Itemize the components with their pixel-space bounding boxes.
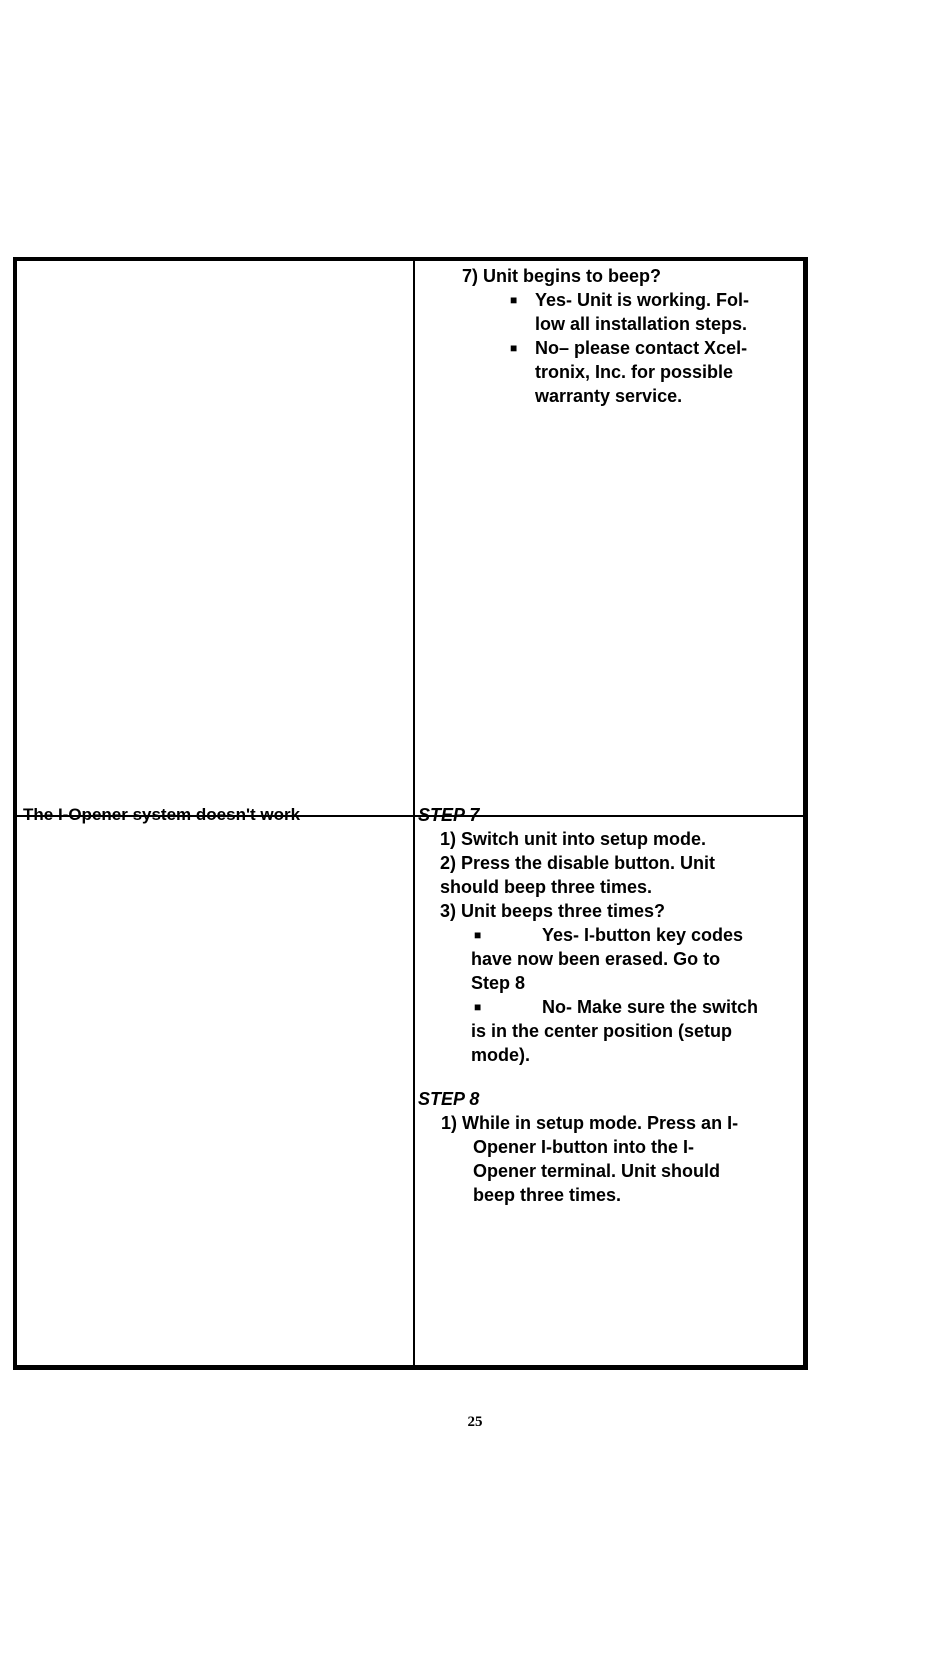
no-line-1: No– please contact Xcel- <box>535 338 748 358</box>
s7-no-line-3: mode). <box>471 1045 531 1065</box>
s7-yes-line-1: Yes- I-button key codes <box>542 925 744 945</box>
s7-yes-line-2: have now been erased. Go to <box>471 949 721 969</box>
s7-item-2-line-1: 2) Press the disable button. Unit <box>440 853 716 873</box>
page-number: 25 <box>467 1414 483 1430</box>
bullet-icon: ■ <box>510 341 518 355</box>
s7-no-line-1: No- Make sure the switch <box>542 997 759 1017</box>
step7-item-7: 7) Unit begins to beep? <box>462 266 662 286</box>
column-divider <box>413 261 415 1365</box>
yes-line-2: low all installation steps. <box>535 314 748 334</box>
step8-heading: STEP 8 <box>418 1089 480 1109</box>
s8-item-1-line-4: beep three times. <box>473 1185 622 1205</box>
no-line-3: warranty service. <box>535 386 683 406</box>
yes-line-1: Yes- Unit is working. Fol- <box>535 290 750 310</box>
s7-item-3: 3) Unit beeps three times? <box>440 901 666 921</box>
s7-item-2-line-2: should beep three times. <box>440 877 653 897</box>
s8-item-1-line-3: Opener terminal. Unit should <box>473 1161 721 1181</box>
s7-item-1: 1) Switch unit into setup mode. <box>440 829 707 849</box>
bullet-icon: ■ <box>510 293 518 307</box>
s8-item-1-line-1: 1) While in setup mode. Press an I- <box>441 1113 739 1133</box>
bullet-icon: ■ <box>474 928 482 942</box>
bullet-icon: ■ <box>474 1000 482 1014</box>
s7-yes-line-3: Step 8 <box>471 973 526 993</box>
troubleshooting-table <box>13 257 808 1370</box>
s7-no-line-2: is in the center position (setup <box>471 1021 733 1041</box>
problem-description: The I-Opener system doesn't work <box>23 805 301 824</box>
no-line-2: tronix, Inc. for possible <box>535 362 734 382</box>
step7-heading: STEP 7 <box>418 805 480 825</box>
s8-item-1-line-2: Opener I-button into the I- <box>473 1137 694 1157</box>
